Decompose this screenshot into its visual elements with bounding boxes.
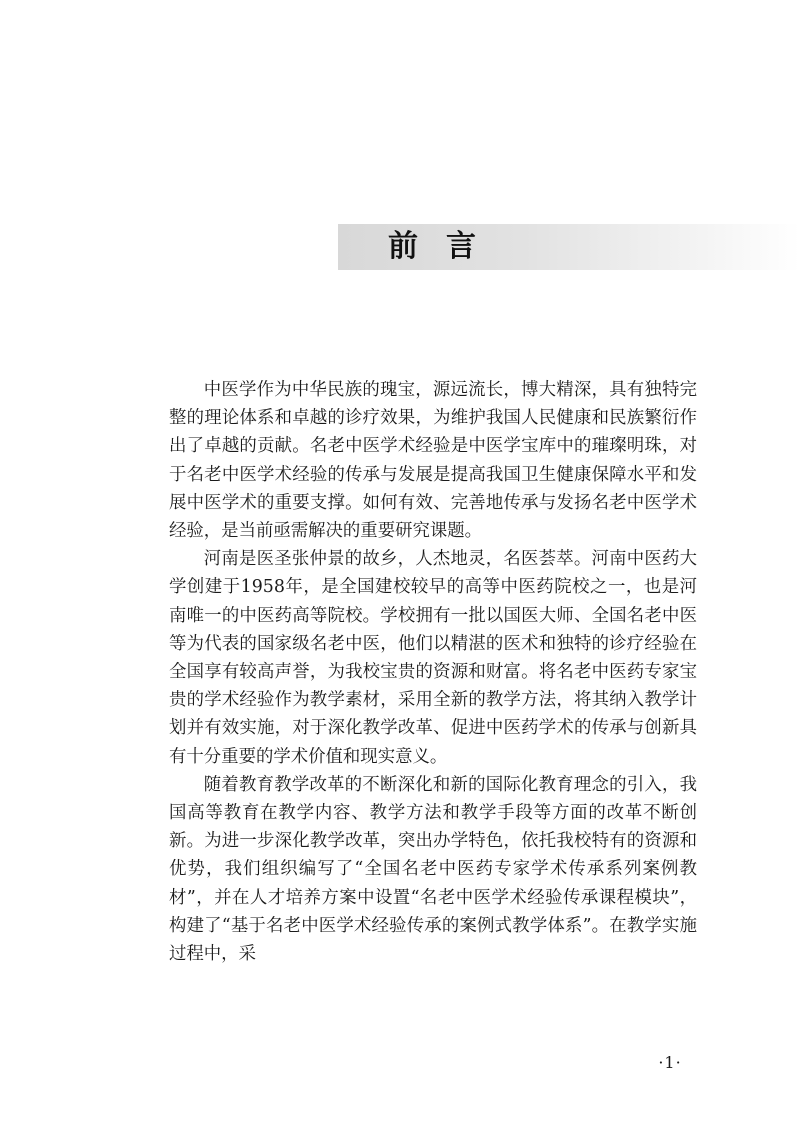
- paragraph-1: 中医学作为中华民族的瑰宝，源远流长，博大精深，具有独特完整的理论体系和卓越的诊疗效果，为维护我国人民健康和民族繁衍作出了卓越的贡献。名老中医学术经验是中医学宝库中的璀璨明珠，对于名老中医学术经验的传承与发展是提高我国卫生健康保障水平和发展中医学术的重要支撑。如何有效、完善地传承与发扬名老中医学术经验，是当前亟需解决的重要研究课题。: [169, 380, 697, 542]
- body-text: [169, 376, 697, 968]
- page-number: ·1·: [658, 1053, 682, 1072]
- chapter-title: 前言: [388, 229, 504, 264]
- paragraph-2: 河南是医圣张仲景的故乡，人杰地灵，名医荟萃。河南中医药大学创建于1958年，是全国建校较早的高等中医药院校之一，也是河南唯一的中医药高等院校。学校拥有一批以国医大师、全国名老中医等为代表的国家级名老中医，他们以精湛的医术和独特的诊疗经验在全国享有较高声誉，为我校宝贵的资源和财富。将名老中医药专家宝贵的学术经验作为教学素材，采用全新的教学方法，将其纳入教学计划并有效实施，对于深化教学改革、促进中医药学术的传承与创新具有十分重要的学术价值和现实意义。: [169, 549, 697, 767]
- paragraph-3: 随着教育教学改革的不断深化和新的国际化教育理念的引入，我国高等教育在教学内容、教学方法和教学手段等方面的改革不断创新。为进一步深化教学改革，突出办学特色，依托我校特有的资源和优势，我们组织编写了“全国名老中医药专家学术传承系列案例教材”，并在人才培养方案中设置“名老中医学术经验传承课程模块”，构建了“基于名老中医学术经验传承的案例式教学体系”。在教学实施过程中，采: [169, 774, 697, 965]
